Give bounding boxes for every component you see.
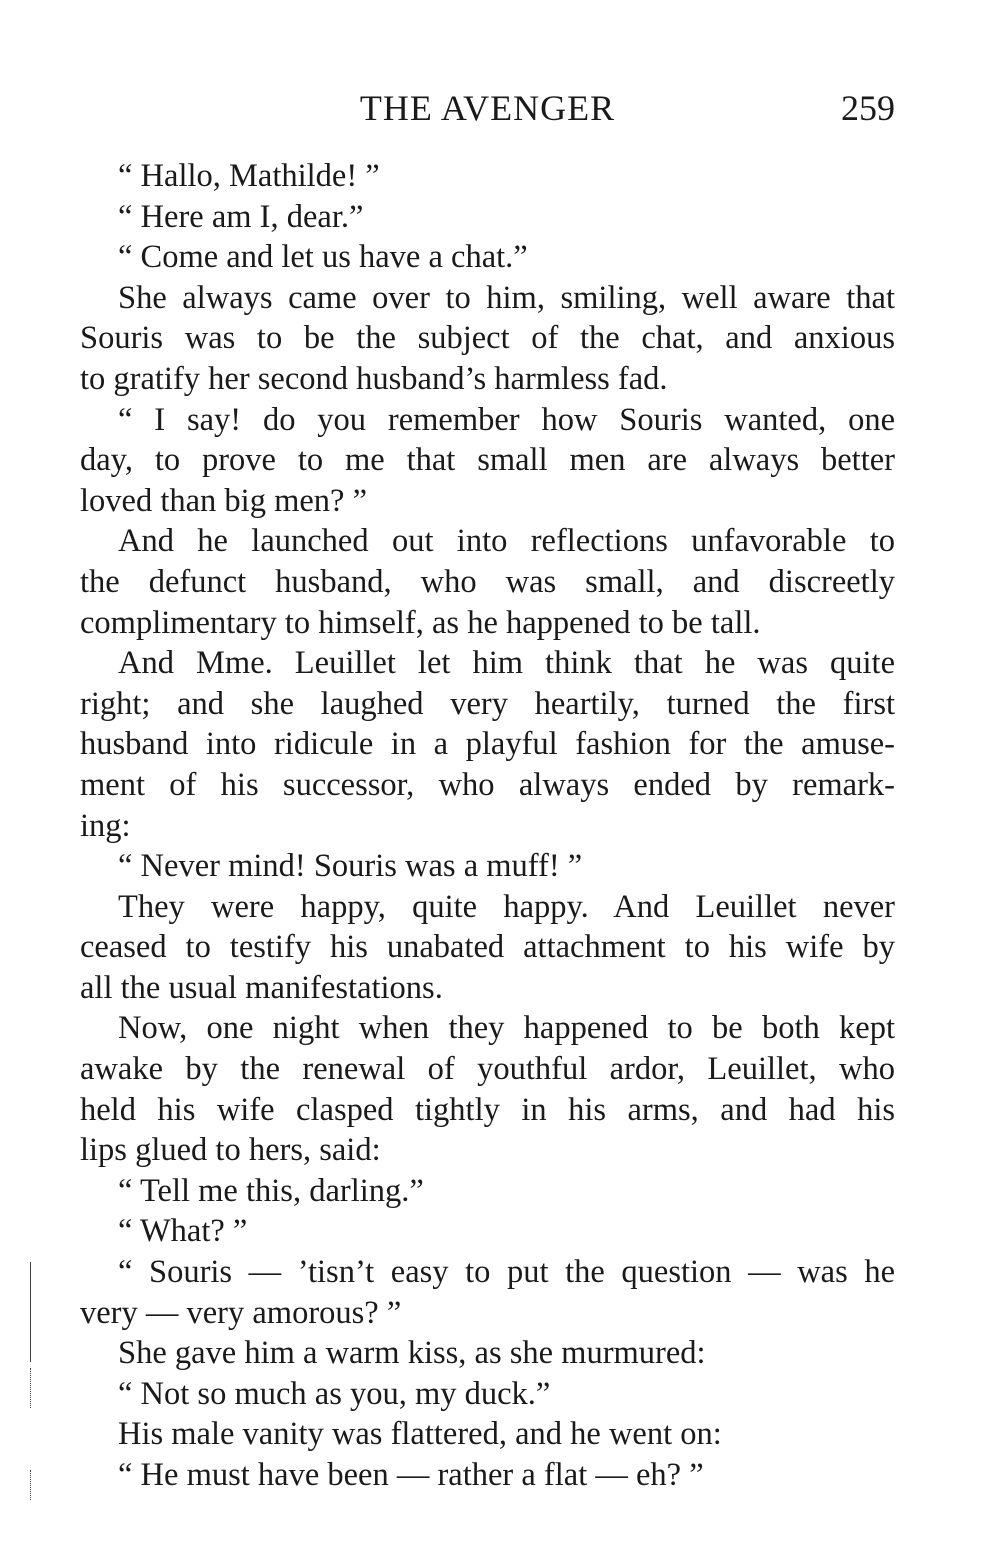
text-line: loved than big men? ”	[80, 482, 367, 519]
text-line: husband into ridicule in a playful fashion for the amuse-	[80, 726, 895, 763]
text-line: lips glued to hers, said:	[80, 1132, 381, 1169]
text-line: “ Hallo, Mathilde! ”	[118, 158, 380, 194]
margin-rule	[30, 1262, 31, 1362]
text-line: And he launched out into reflections unfavorable to	[118, 523, 895, 560]
text-line: held his wife clasped tightly in his arms, and had his	[80, 1091, 895, 1128]
page-header	[80, 84, 895, 132]
text-line: “ Tell me this, darling.”	[118, 1172, 424, 1209]
text-line: They were happy, quite happy. And Leuillet never	[118, 888, 895, 925]
text-line: to gratify her second husband’s harmless fad.	[80, 360, 668, 397]
text-line: all the usual manifestations.	[80, 969, 443, 1006]
text-line: right; and she laughed very heartily, turned the first	[80, 685, 895, 722]
text-line: very — very amorous? ”	[80, 1294, 402, 1331]
text-line: Now, one night when they happened to be both kept	[118, 1010, 895, 1047]
text-line: day, to prove to me that small men are always better	[80, 442, 895, 479]
text-line: She always came over to him, smiling, well aware that	[118, 279, 895, 316]
text-line: “ Here am I, dear.”	[118, 198, 364, 235]
page-number: 259	[841, 88, 895, 128]
text-line: ing:	[80, 807, 131, 844]
text-line: His male vanity was flattered, and he went on:	[118, 1416, 722, 1453]
text-line: She gave him a warm kiss, as she murmured:	[118, 1335, 706, 1372]
text-line: “ Not so much as you, my duck.”	[118, 1375, 551, 1412]
text-line: “ Souris — ’tisn’t easy to put the question — was he	[118, 1254, 895, 1291]
text-line: “ Never mind! Souris was a muff! ”	[118, 848, 583, 885]
body-text	[80, 156, 895, 1496]
text-line: “ I say! do you remember how Souris wanted, one	[118, 401, 895, 438]
margin-rule	[30, 1368, 31, 1408]
text-line: ment of his successor, who always ended by remark-	[80, 766, 895, 803]
text-line: ceased to testify his unabated attachment to his wife by	[80, 929, 895, 966]
text-line: And Mme. Leuillet let him think that he was quite	[118, 645, 895, 682]
text-line: “ He must have been — rather a flat — eh? ”	[118, 1457, 704, 1493]
text-line: “ Come and let us have a chat.”	[118, 239, 528, 276]
text-line: awake by the renewal of youthful ardor, Leuillet, who	[80, 1051, 895, 1088]
text-line: the defunct husband, who was small, and discreetly	[80, 563, 895, 600]
margin-rule	[30, 1470, 31, 1500]
text-line: Souris was to be the subject of the chat, and anxious	[80, 320, 895, 357]
text-line: “ What? ”	[118, 1213, 248, 1250]
running-title: THE AVENGER	[359, 88, 616, 128]
text-line: complimentary to himself, as he happened to be tall.	[80, 604, 761, 641]
